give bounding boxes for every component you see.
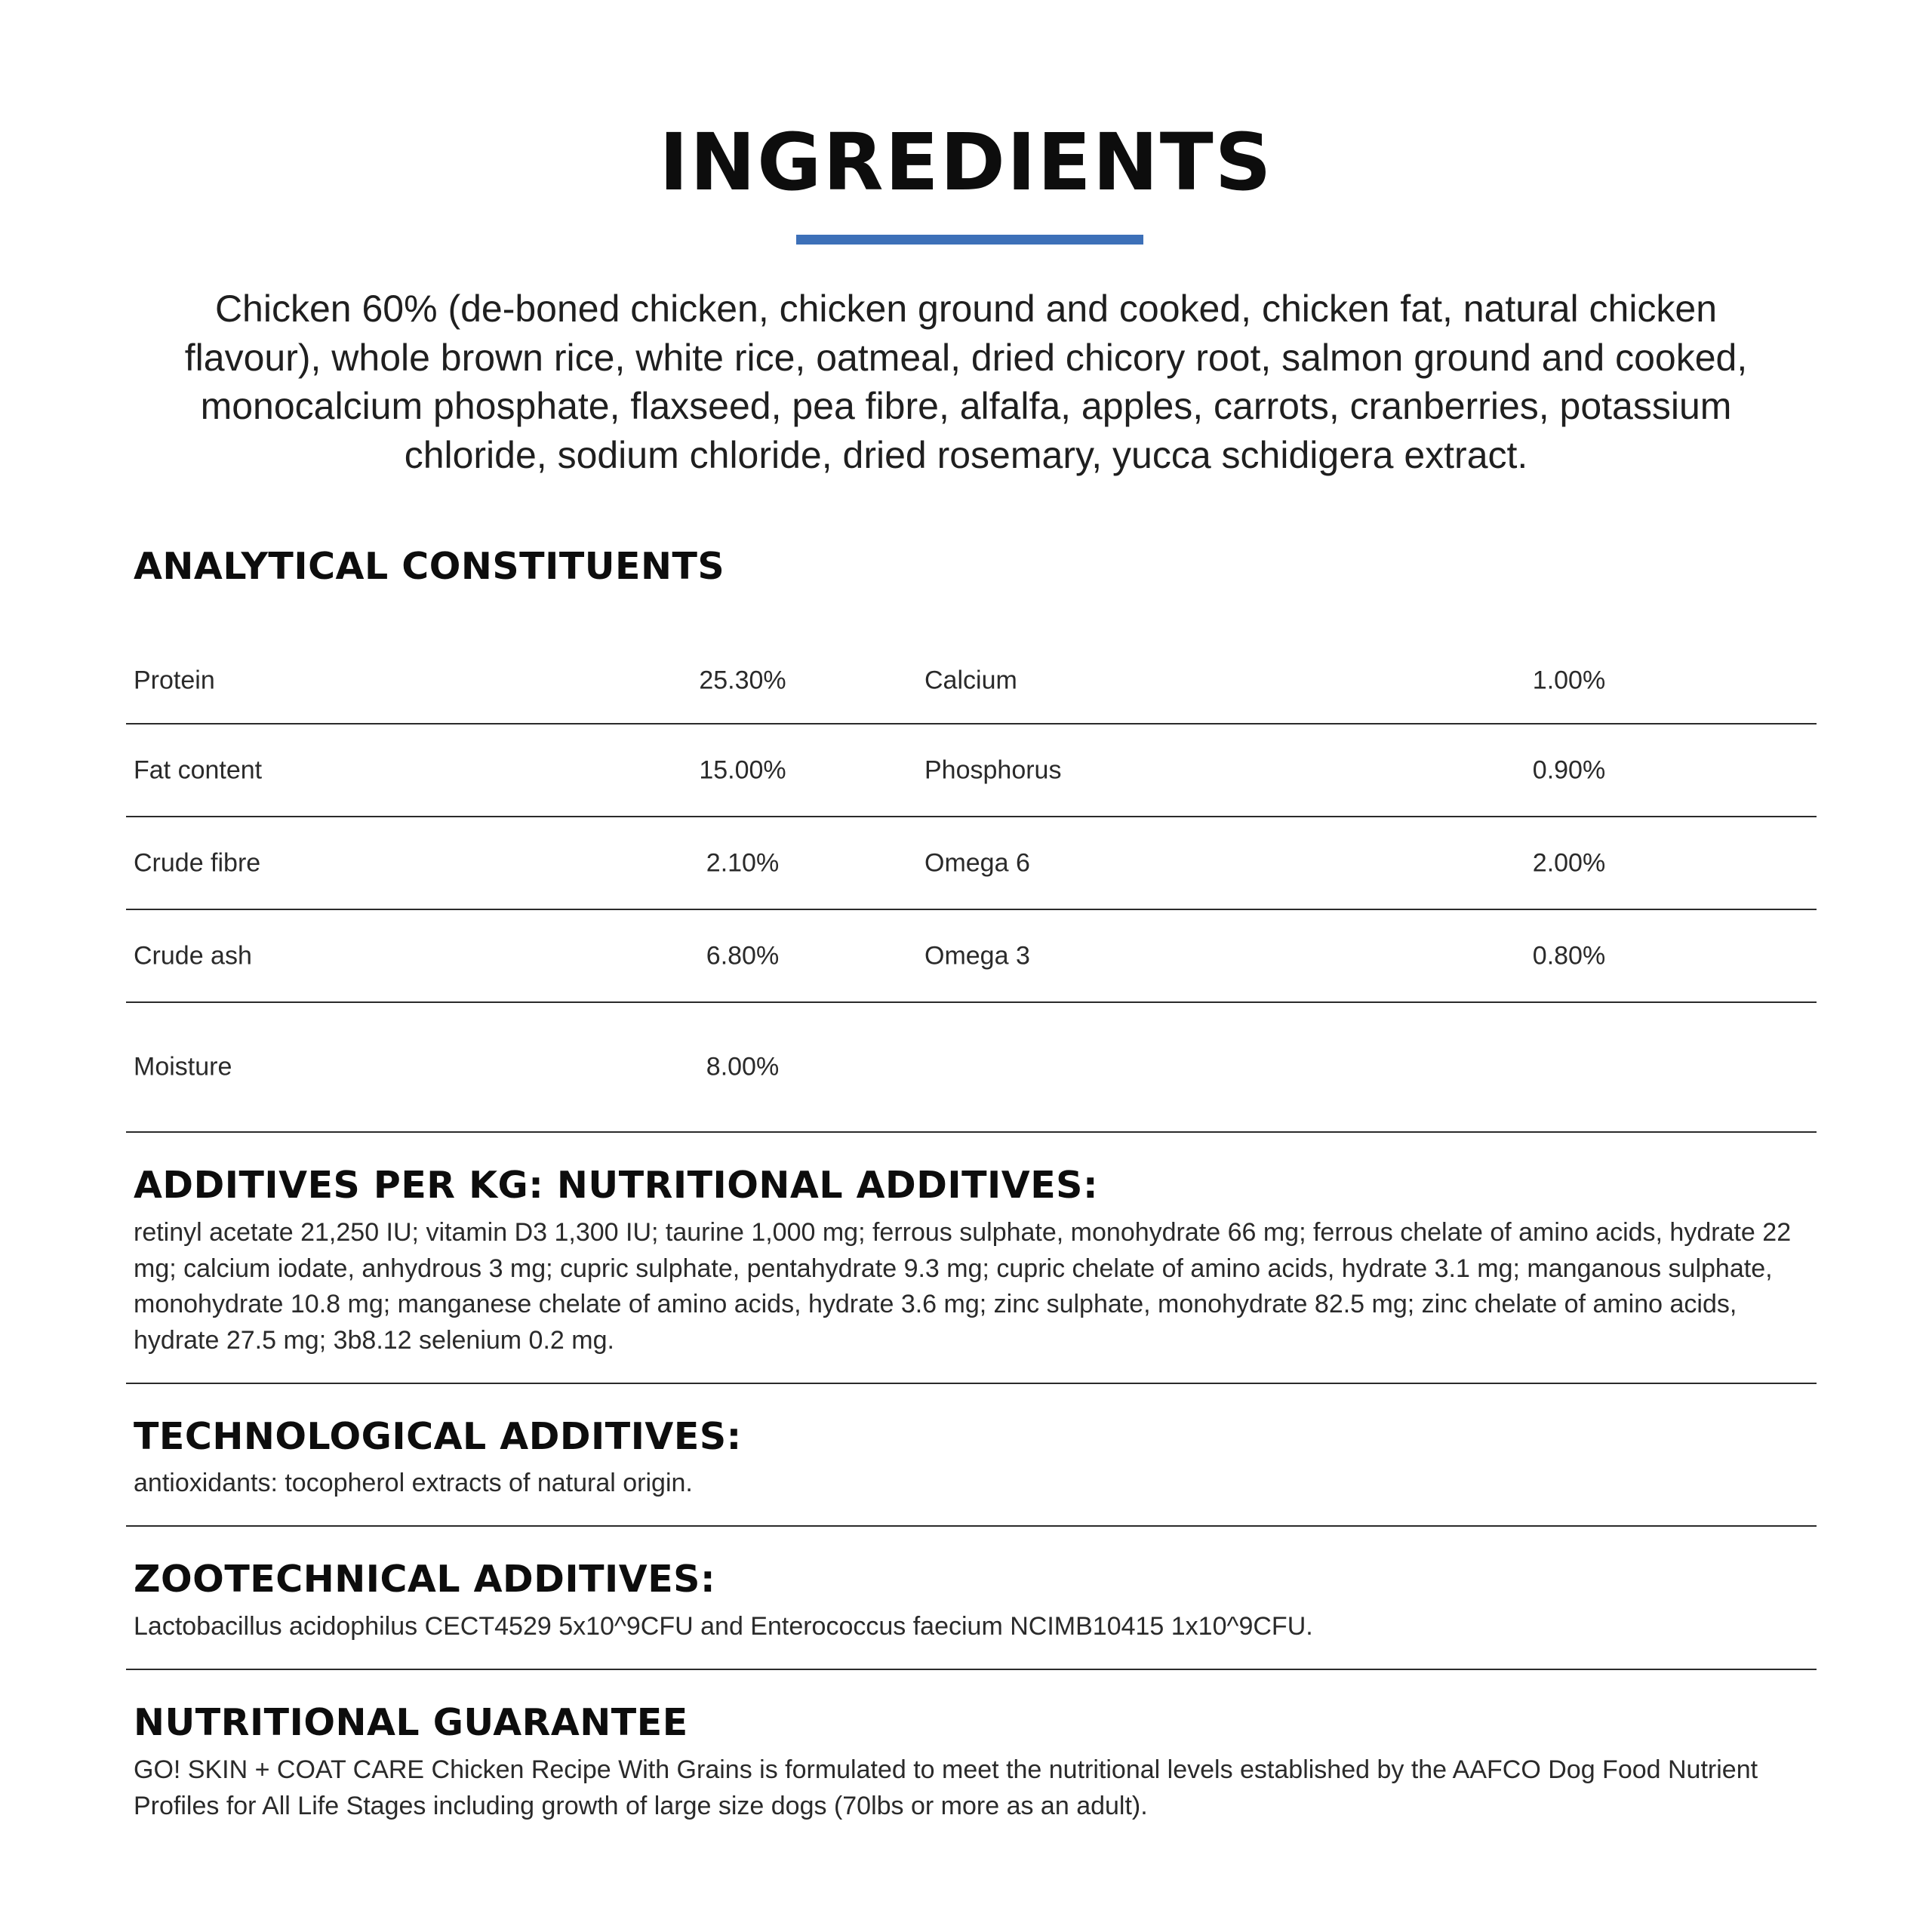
nutrient-value: 2.00%: [1532, 848, 1606, 877]
nutrient-value: 1.00%: [1532, 666, 1606, 694]
nutrient-value: 0.90%: [1532, 755, 1606, 784]
nutrient-value: 2.10%: [706, 848, 780, 877]
nutritional-additives-heading: ADDITIVES PER KG: NUTRITIONAL ADDITIVES:: [134, 1164, 1099, 1207]
nutrient-name: Protein: [134, 666, 215, 694]
nutritional-guarantee-heading: NUTRITIONAL GUARANTEE: [134, 1701, 688, 1744]
zootechnical-additives-text: Lactobacillus acidophilus CECT4529 5x10^9CFU and Enterococcus faecium NCIMB10415 1x10^9CFU.: [134, 1612, 1313, 1641]
table-row: [126, 724, 1817, 817]
nutrient-name: Phosphorus: [924, 755, 1062, 784]
page-title: INGREDIENTS: [659, 116, 1273, 208]
title-accent-rule: [796, 235, 1143, 245]
nutrient-name: Crude ash: [134, 941, 252, 970]
table-row: [126, 1003, 1817, 1133]
nutrient-value: 25.30%: [699, 666, 786, 694]
section-divider: [126, 1669, 1817, 1670]
technological-additives-text: antioxidants: tocopherol extracts of natural origin.: [134, 1469, 693, 1497]
nutritional-additives-text: retinyl acetate 21,250 IU; vitamin D3 1,300 IU; taurine 1,000 mg; ferrous sulphate, monohydrate 66 mg; ferrous chelate of amino acids, hydrate 22 mg; calcium iodate, anhydrous 3 mg; cupric sulphate, pentahydrate 9.3 mg; cupric chelate of amino acids, hydrate 3.1 mg; manganous sulphate, monohydrate 10.8 mg; manganese chelate of amino acids, hydrate 3.6 mg; zinc sulphate, monohydrate 82.5 mg; zinc chelate of amino acids, hydrate 27.5 mg; 3b8.12 selenium 0.2 mg.: [134, 1218, 1792, 1355]
nutrient-name: Crude fibre: [134, 848, 261, 877]
nutrient-name: Moisture: [134, 1052, 232, 1081]
analytical-constituents-heading: ANALYTICAL CONSTITUENTS: [134, 545, 725, 588]
nutrient-name: Omega 3: [924, 941, 1030, 970]
nutritional-guarantee-text: GO! SKIN + COAT CARE Chicken Recipe With Grains is formulated to meet the nutritional levels established by the AAFCO Dog Food Nutrient Profiles for All Life Stages including growth of large size dogs (70lbs or more as an adult).: [134, 1755, 1758, 1820]
section-divider: [126, 1383, 1817, 1384]
nutrient-value: 15.00%: [699, 755, 786, 784]
technological-additives-heading: TECHNOLOGICAL ADDITIVES:: [134, 1415, 742, 1458]
nutrient-name: Calcium: [924, 666, 1017, 694]
table-row: [126, 638, 1817, 724]
nutrient-value: 6.80%: [706, 941, 780, 970]
nutrient-value: 0.80%: [1532, 941, 1606, 970]
ingredients-list: Chicken 60% (de-boned chicken, chicken ground and cooked, chicken fat, natural chicken flavour), whole brown rice, white rice, oatmeal, dried chicory root, salmon ground and cooked, monocalcium phosphate, flaxseed, pea fibre, alfalfa, apples, carrots, cranberries, potassium chloride, sodium chloride, dried rosemary, yucca schidigera extract.: [184, 288, 1748, 476]
nutrient-value: 8.00%: [706, 1052, 780, 1081]
nutrient-name: Fat content: [134, 755, 263, 784]
zootechnical-additives-heading: ZOOTECHNICAL ADDITIVES:: [134, 1558, 716, 1601]
analytical-constituents-table: [126, 638, 1817, 1133]
section-divider: [126, 1525, 1817, 1527]
table-row: [126, 817, 1817, 910]
table-row: [126, 910, 1817, 1003]
nutrient-name: Omega 6: [924, 848, 1030, 877]
